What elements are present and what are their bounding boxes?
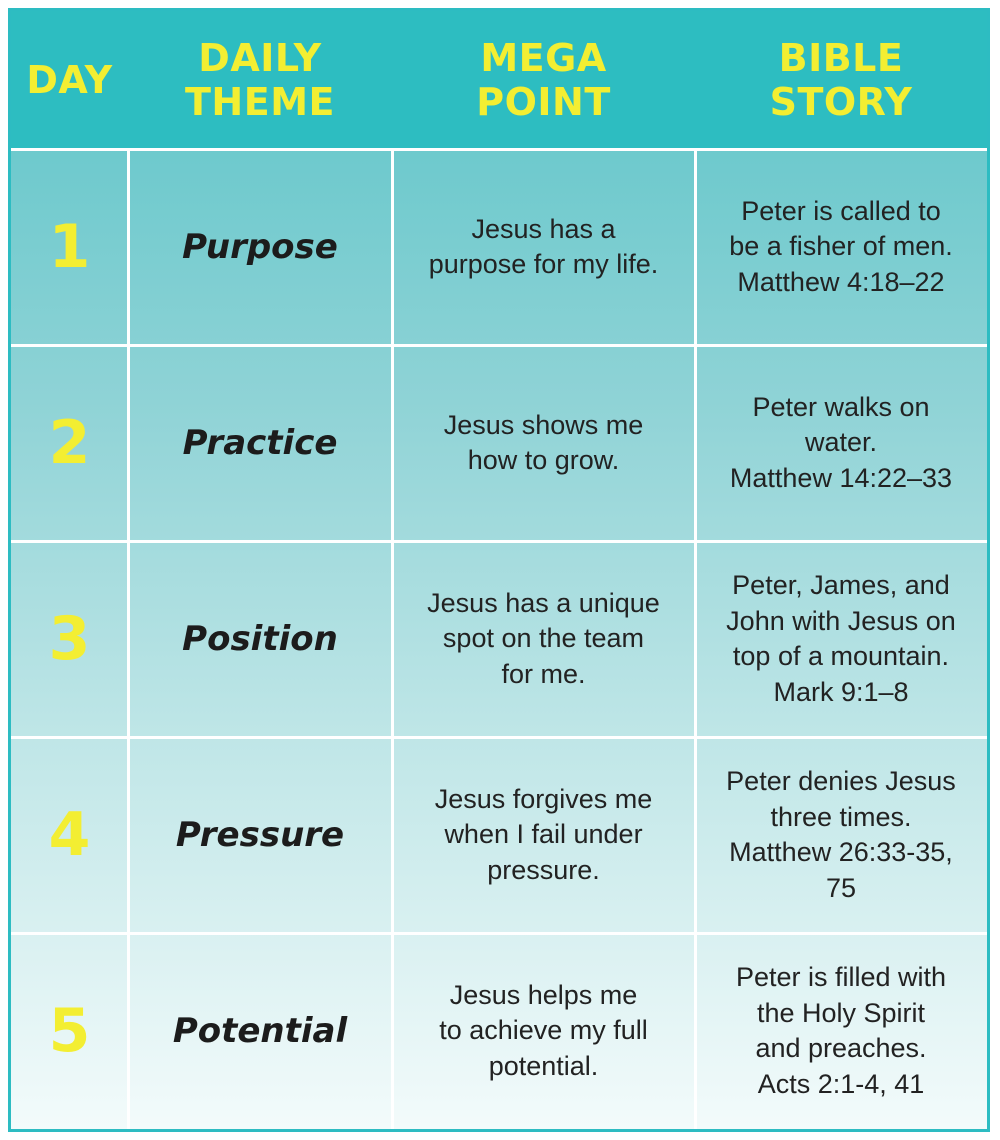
row-divider — [11, 736, 987, 739]
table-row — [11, 737, 987, 933]
column-divider — [391, 149, 394, 1132]
bible-story: Peter denies Jesus three times. Matthew 26:33-35, 75 — [726, 766, 956, 903]
mega-point: Jesus has a unique spot on the team for me. — [427, 587, 660, 689]
row-divider — [11, 148, 987, 151]
table-row — [11, 933, 987, 1129]
table-row — [11, 541, 987, 737]
bible-story: Peter is filled with the Holy Spirit and preaches. Acts 2:1-4, 41 — [735, 962, 947, 1099]
row-divider — [11, 344, 987, 347]
row-divider — [11, 932, 987, 935]
mega-point: Jesus has a purpose for my life. — [428, 213, 659, 279]
table-row — [11, 345, 987, 541]
header-bible-story: BIBLE STORY — [769, 36, 913, 124]
column-divider — [127, 149, 130, 1132]
bible-story: Peter is called to be a fisher of men. Matthew 4:18–22 — [729, 195, 953, 297]
day-number: 4 — [48, 800, 91, 870]
table-header — [11, 11, 987, 149]
mega-point: Jesus shows me how to grow. — [443, 409, 644, 475]
daily-theme: Practice — [182, 423, 338, 463]
day-number: 1 — [48, 212, 91, 282]
table-row — [11, 149, 987, 345]
header-mega-point: MEGA POINT — [476, 36, 611, 124]
header-daily-theme: DAILY THEME — [185, 36, 335, 124]
daily-theme: Purpose — [182, 227, 338, 267]
daily-theme: Potential — [172, 1011, 348, 1051]
mega-point: Jesus forgives me when I fail under pressure. — [434, 783, 653, 885]
day-number: 5 — [48, 996, 91, 1066]
schedule-table — [8, 8, 990, 1132]
bible-story: Peter walks on water. Matthew 14:22–33 — [729, 391, 953, 493]
day-number: 2 — [48, 408, 91, 478]
day-number: 3 — [48, 604, 91, 674]
header-day: DAY — [26, 58, 113, 102]
column-divider — [694, 149, 697, 1132]
daily-theme: Position — [182, 619, 338, 659]
row-divider — [11, 540, 987, 543]
mega-point: Jesus helps me to achieve my full potential. — [439, 979, 648, 1081]
daily-theme: Pressure — [175, 815, 345, 855]
bible-story: Peter, James, and John with Jesus on top of a mountain. Mark 9:1–8 — [726, 570, 956, 707]
